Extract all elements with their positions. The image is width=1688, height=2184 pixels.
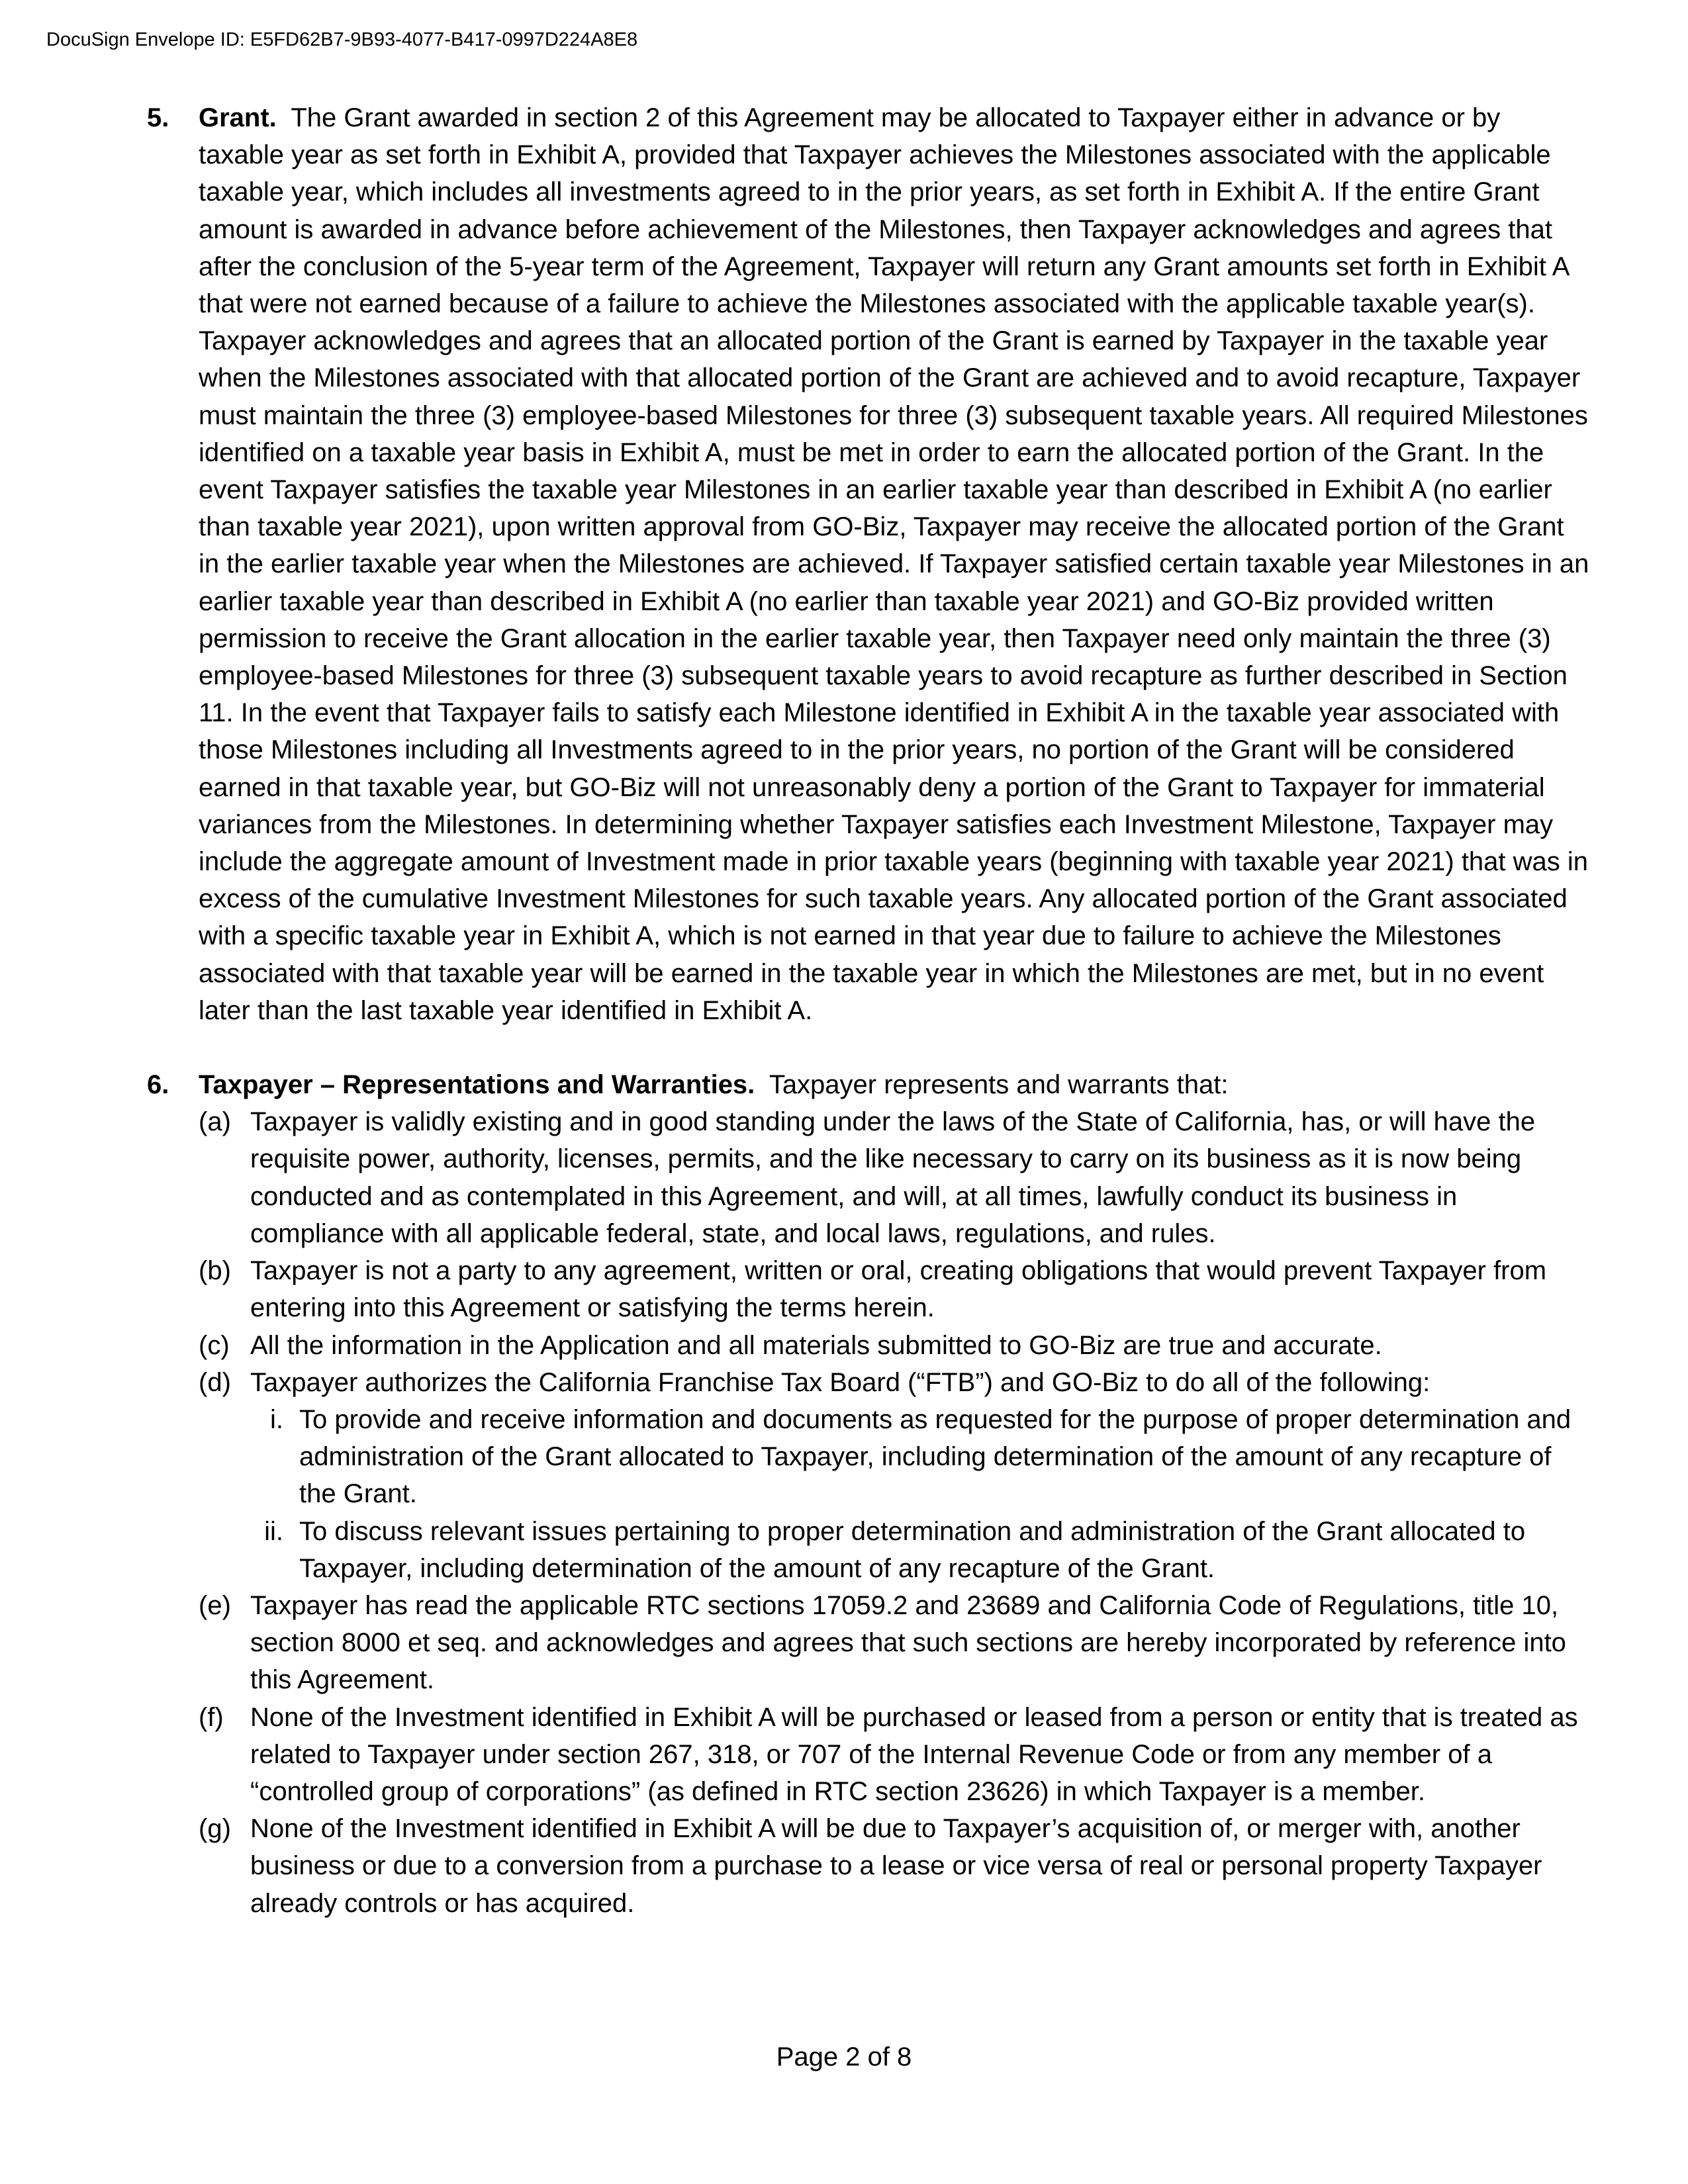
item-text: Taxpayer is validly existing and in good standing under the laws of the State of California, has, or will have the requisite power, authority, licenses, permits, and the like necessary to carry on its business as it is now being conducted and as contemplated in this Agreement, and will, at all times, lawfully conduct its business in compliance with all applicable federal, state, and local laws, regulations, and rules. xyxy=(250,1107,1536,1248)
section-number: 5. xyxy=(147,103,169,132)
sublist-d xyxy=(230,1401,1590,1587)
section-number: 6. xyxy=(147,1070,169,1100)
section-text: The Grant awarded in section 2 of this Agreement may be allocated to Taxpayer either in advance or by taxable year as set forth in Exhibit A, provided that Taxpayer achieves the Milestones associated with the applicable taxable year, which includes all investments agreed to in the prior years, as set forth in Exhibit A. If the entire Grant amount is awarded in advance before achievement of the Milestones, then Taxpayer acknowledges and agrees that after the conclusion of the 5-year term of the Agreement, Taxpayer will return any Grant amounts set forth in Exhibit A that were not earned because of a failure to achieve the Milestones associated with the applicable taxable year(s). Taxpayer acknowledges and agrees that an allocated portion of the Grant is earned by Taxpayer in the taxable year when the Milestones associated with that allocated portion of the Grant are achieved and to avoid recapture, Taxpayer must maintain the three (3) employee-based Milestones for three (3) subsequent taxable years. All required Milestones identified on a taxable year basis in Exhibit A, must be met in order to earn the allocated portion of the Grant. In the event Taxpayer satisfies the taxable year Milestones in an earlier taxable year than described in Exhibit A (no earlier than taxable year 2021), upon written approval from GO-Biz, Taxpayer may receive the allocated portion of the Grant in the earlier taxable year when the Milestones are achieved. If Taxpayer satisfied certain taxable year Milestones in an earlier taxable year than described in Exhibit A (no earlier than taxable year 2021) and GO-Biz provided written permission to receive the Grant allocation in the earlier taxable year, then Taxpayer need only maintain the three (3) employee-based Milestones for three (3) subsequent taxable years to avoid recapture as further described in Section 11. In the event that Taxpayer fails to satisfy each Milestone identified in Exhibit A in the taxable year associated with those Milestones including all Investments agreed to in the prior years, no portion of the Grant will be considered earned in that taxable year, but GO-Biz will not unreasonably deny a portion of the Grant to Taxpayer for immaterial variances from the Milestones. In determining whether Taxpayer satisfies each Investment Milestone, Taxpayer may include the aggregate amount of Investment made in prior taxable years (beginning with taxable year 2021) that was in excess of the cumulative Investment Milestones for such taxable years. Any allocated portion of the Grant associated with a specific taxable year in Exhibit A, which is not earned in that year due to failure to achieve the Milestones associated with that taxable year will be earned in the taxable year in which the Milestones are met, but in no event later than the last taxable year identified in Exhibit A. xyxy=(199,103,1589,1025)
item-label: (e) xyxy=(199,1590,231,1620)
item-text: Taxpayer authorizes the California Franchise Tax Board (“FTB”) and GO-Biz to do all of the following: xyxy=(250,1367,1430,1397)
subitem-label: ii. xyxy=(264,1516,283,1546)
section-paragraph xyxy=(199,99,1590,1029)
list-item xyxy=(199,1810,1590,1922)
item-text: Taxpayer has read the applicable RTC sections 17059.2 and 23689 and California Code of Regulations, title 10, section 8000 et seq. and acknowledges and agrees that such sections are hereby incorporated by reference into this Agreement. xyxy=(250,1590,1566,1695)
list-item xyxy=(199,1103,1590,1252)
section-title: Taxpayer – Representations and Warranties. xyxy=(199,1070,755,1100)
item-text: Taxpayer is not a party to any agreement, written or oral, creating obligations that would prevent Taxpayer from entering into this Agreement or satisfying the terms herein. xyxy=(250,1256,1547,1323)
subitem-label: i. xyxy=(270,1404,283,1434)
item-text: None of the Investment identified in Exhibit A will be purchased or leased from a person or entity that is treated as related to Taxpayer under section 267, 318, or 707 of the Internal Revenue Code or from any member of a “controlled group of corporations” (as defined in RTC section 23626) in which Taxpayer is a member. xyxy=(250,1702,1578,1806)
subitem-text: To provide and receive information and documents as requested for the purpose of proper determination and administration of the Grant allocated to Taxpayer, including determination of the amount of any recapture of the Grant. xyxy=(299,1404,1571,1509)
item-text: None of the Investment identified in Exhibit A will be due to Taxpayer’s acquisition of, or merger with, another business or due to a conversion from a purchase to a lease or vice versa of real or personal property Taxpayer already controls or has acquired. xyxy=(250,1814,1542,1918)
sublist-item xyxy=(230,1513,1590,1587)
page-number: Page 2 of 8 xyxy=(776,2042,912,2071)
sublist-item xyxy=(230,1401,1590,1513)
list-item xyxy=(199,1699,1590,1811)
list-item xyxy=(199,1364,1590,1401)
item-label: (c) xyxy=(199,1330,230,1360)
item-label: (a) xyxy=(199,1107,231,1137)
section-5-grant xyxy=(147,99,1590,1029)
item-text: All the information in the Application and all materials submitted to GO-Biz are true and accurate. xyxy=(250,1330,1382,1360)
item-label: (g) xyxy=(199,1814,231,1844)
list-item xyxy=(199,1587,1590,1699)
item-label: (b) xyxy=(199,1256,231,1286)
docusign-envelope-id: DocuSign Envelope ID: E5FD62B7-9B93-4077-B417-0997D224A8E8 xyxy=(46,29,638,50)
item-label: (f) xyxy=(199,1702,224,1732)
subitem-text: To discuss relevant issues pertaining to proper determination and administration of the Grant allocated to Taxpayer, including determination of the amount of any recapture of the Grant. xyxy=(299,1516,1526,1583)
section-intro: Taxpayer represents and warrants that: xyxy=(769,1070,1229,1100)
list-item xyxy=(199,1327,1590,1364)
section-title: Grant. xyxy=(199,103,277,132)
section-6-representations xyxy=(147,1066,1590,1922)
document-body xyxy=(147,99,1590,1922)
section-paragraph xyxy=(199,1066,1590,1103)
item-label: (d) xyxy=(199,1367,231,1397)
list-item xyxy=(199,1252,1590,1326)
